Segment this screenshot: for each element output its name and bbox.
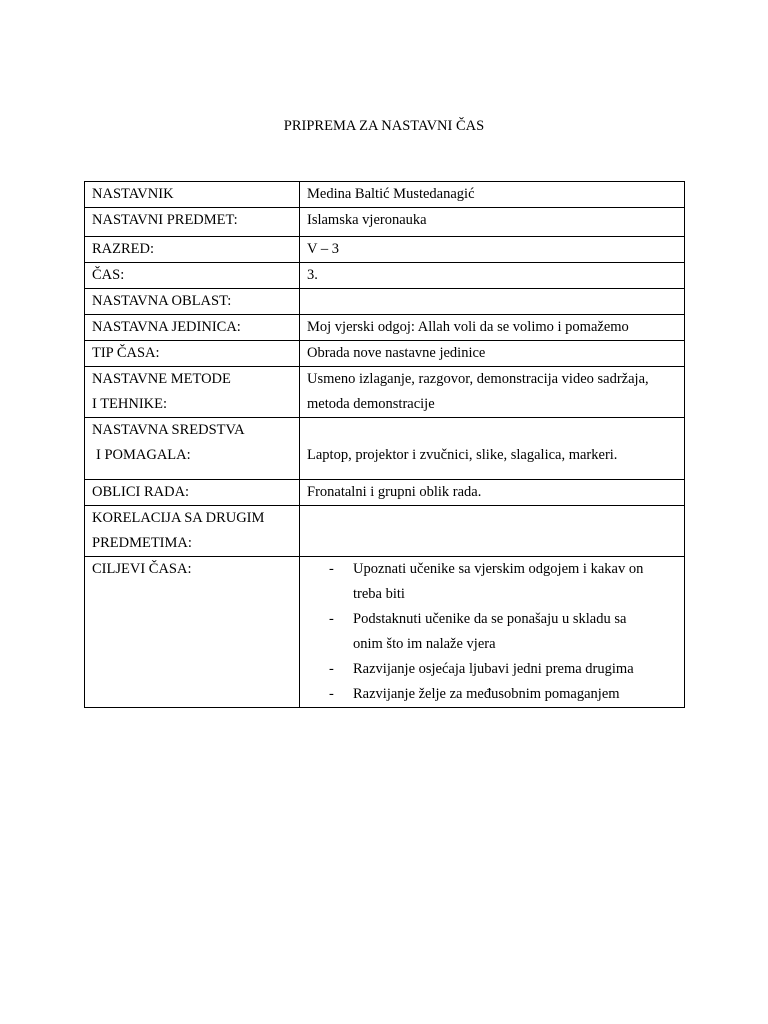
table-row-correlation	[85, 506, 685, 557]
table-row-area	[85, 289, 685, 315]
grade-value: V – 3	[300, 237, 685, 263]
correlation-label-line: KORELACIJA SA DRUGIM	[92, 510, 265, 526]
work-forms-value: Fronatalni i grupni oblik rada.	[300, 480, 685, 506]
table-row-goals	[85, 557, 685, 708]
work-forms-label: OBLICI RADA:	[85, 480, 300, 506]
goal-line: onim što im nalaže vjera	[353, 636, 496, 652]
subject-label: NASTAVNI PREDMET:	[85, 208, 300, 237]
list-item	[329, 607, 677, 657]
subject-value: Islamska vjeronauka	[300, 208, 685, 237]
area-label: NASTAVNA OBLAST:	[85, 289, 300, 315]
area-value	[300, 289, 685, 315]
table-row-grade	[85, 237, 685, 263]
resources-value-text: Laptop, projektor i zvučnici, slike, slagalica, markeri.	[307, 447, 618, 463]
unit-label: NASTAVNA JEDINICA:	[85, 315, 300, 341]
methods-label	[85, 367, 300, 418]
lesson-type-label: TIP ČASA:	[85, 341, 300, 367]
lesson-number-value: 3.	[300, 263, 685, 289]
table-row-lesson-type	[85, 341, 685, 367]
methods-label-line: NASTAVNE METODE	[92, 371, 231, 387]
resources-value	[300, 418, 685, 480]
lesson-plan-table	[84, 181, 685, 708]
table-row-work-forms	[85, 480, 685, 506]
methods-label-line: I TEHNIKE:	[92, 396, 168, 412]
methods-value-line: Usmeno izlaganje, razgovor, demonstracija video sadržaja,	[307, 371, 649, 387]
teacher-value: Medina Baltić Mustedanagić	[300, 182, 685, 208]
goal-line: Podstaknuti učenike da se ponašaju u skladu sa	[353, 611, 627, 627]
goals-list	[307, 557, 677, 707]
lesson-number-label: ČAS:	[85, 263, 300, 289]
list-item	[329, 657, 677, 682]
methods-value-line: metoda demonstracije	[307, 396, 435, 412]
correlation-label	[85, 506, 300, 557]
resources-label-line: NASTAVNA SREDSTVA	[92, 422, 245, 438]
table-row-methods	[85, 367, 685, 418]
goal-line: Razvijanje osjećaja ljubavi jedni prema drugima	[353, 661, 634, 677]
lesson-type-value: Obrada nove nastavne jedinice	[300, 341, 685, 367]
goals-value	[300, 557, 685, 708]
goals-label: CILJEVI ČASA:	[85, 557, 300, 708]
bullet-dash: -	[329, 611, 334, 627]
resources-label	[85, 418, 300, 480]
grade-label: RAZRED:	[85, 237, 300, 263]
list-item	[329, 557, 677, 607]
unit-value: Moj vjerski odgoj: Allah voli da se volimo i pomažemo	[300, 315, 685, 341]
table-row-unit	[85, 315, 685, 341]
goal-line: Razvijanje želje za međusobnim pomaganjem	[353, 686, 620, 702]
list-item	[329, 682, 677, 707]
resources-label-line: I POMAGALA:	[96, 447, 191, 463]
teacher-label: NASTAVNIK	[85, 182, 300, 208]
methods-value	[300, 367, 685, 418]
goal-line: Upoznati učenike sa vjerskim odgojem i kakav on	[353, 561, 644, 577]
goal-line: treba biti	[353, 586, 405, 602]
bullet-dash: -	[329, 561, 334, 577]
correlation-value	[300, 506, 685, 557]
resources-value-spacer	[307, 418, 677, 443]
table-row-teacher	[85, 182, 685, 208]
bullet-dash: -	[329, 686, 334, 702]
table-row-subject	[85, 208, 685, 237]
table-row-lesson-number	[85, 263, 685, 289]
page-title: PRIPREMA ZA NASTAVNI ČAS	[283, 118, 485, 134]
correlation-label-line: PREDMETIMA:	[92, 535, 192, 551]
bullet-dash: -	[329, 661, 334, 677]
table-row-resources	[85, 418, 685, 480]
